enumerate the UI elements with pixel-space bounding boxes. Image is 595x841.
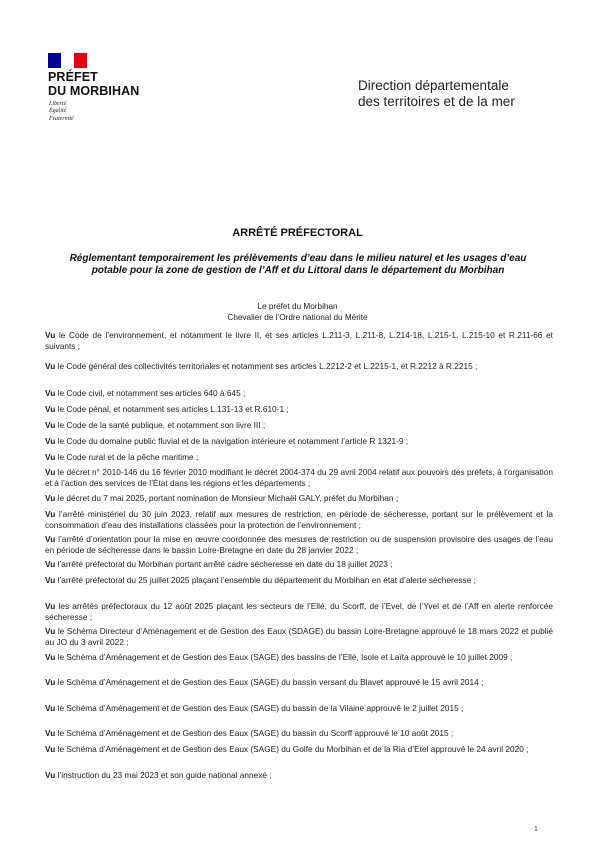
prefet-line-1: Le préfet du Morbihan (257, 302, 338, 311)
prefet-line-2: Chevalier de l’Ordre national du Mérite (227, 312, 368, 322)
visa-item: Vu le Schéma d’Aménagement et de Gestion des Eaux (SAGE) du bassin du Scorff approuvé le 10 août 2015 ; (45, 728, 454, 738)
brand-line-2: DU MORBIHAN (48, 84, 140, 98)
marianne-flag-logo (48, 53, 87, 68)
visa-item: Vu le Code de l’environnement, et notamment le livre II, et ses articles L.211-3, L.211-8, L.214-18, L.215-1, L.215-10 et R.211-66 et suivants ; (45, 330, 553, 351)
visa-item: Vu l’arrêté d’orientation pour la mise en œuvre coordonnée des mesures de restriction ou de suspension provisoire des usages de l’eau en période de sécheresse dans le bassin Loire-Bretagne en date du 28 janvier 2022 ; (45, 534, 553, 555)
issuing-direction (358, 78, 515, 110)
prefecture-brand (48, 70, 139, 98)
visa-item: Vu le Schéma d’Aménagement et de Gestion des Eaux (SAGE) du Golfe du Morbihan et de la Ria d’Etel approuvé le 24 avril 2020 ; (45, 744, 529, 754)
visa-item: Vu le décret n° 2010-146 du 16 février 2010 modifiant le décret 2004-374 du 29 avril 2004 relatif aux pouvoirs des préfets, à l’organisation et à l’action des services de l’État dans les régions et les départements ; (45, 467, 553, 488)
visa-item: Vu le Schéma d’Aménagement et de Gestion des Eaux (SAGE) du bassin de la Vilaine approuvé le 2 juillet 2015 ; (45, 703, 464, 713)
visa-item: Vu le Code du domaine public fluvial et de la navigation intérieure et notamment l’article R 1321-9 ; (45, 436, 409, 446)
visa-item: Vu le décret du 7 mai 2025, portant nomination de Monsieur Michaël GALY, préfet du Morbihan ; (45, 493, 399, 503)
visa-item: Vu le Code pénal, et notamment ses articles L.131-13 et R.610-1 ; (45, 404, 289, 414)
visa-item: Vu le Code rural et de la pêche maritime ; (45, 452, 199, 462)
page-number: 1 (534, 826, 538, 833)
direction-line-1: Direction départementale (358, 78, 509, 93)
document-subtitle: Réglementant temporairement les prélèvements d’eau dans le milieu naturel et les usages d’eau potable pour la zone de gestion de l’Aff et du Littoral dans le département du Morbihan (69, 253, 527, 277)
visa-item: Vu l’arrêté préfectoral du Morbihan portant arrêté cadre sécheresse en date du 18 juillet 2023 ; (45, 559, 393, 569)
motto-liberte: Liberté (49, 101, 67, 107)
visa-item: Vu le Code civil, et notamment ses articles 640 à 645 ; (45, 388, 246, 398)
visa-item: Vu l’instruction du 23 mai 2023 et son guide national annexé ; (45, 770, 272, 780)
visa-item: Vu le Code de la santé publique, et notamment son livre III ; (45, 420, 266, 430)
flag-blue-band (48, 53, 61, 68)
republic-motto (49, 101, 74, 123)
brand-line-1: PRÉFET (48, 70, 98, 84)
visa-item: Vu le Code général des collectivités territoriales et notamment ses articles L.2212-2 et L.2215-1, et R.2212 à R.2215 ; (45, 361, 478, 371)
prefet-signatory (0, 302, 595, 323)
visa-item: Vu le Schéma d’Aménagement et de Gestion des Eaux (SAGE) du bassin versant du Blavet approuvé le 15 avril 2014 ; (45, 677, 484, 687)
document-title: ARRÊTÉ PRÉFECTORAL (232, 227, 363, 239)
flag-red-band (74, 53, 87, 68)
motto-fraternite: Fraternité (49, 115, 74, 122)
motto-egalite: Égalité (49, 108, 67, 115)
visa-item: Vu les arrêtés préfectoraux du 12 août 2025 plaçant les secteurs de l’Ellé, du Scorff, de l’Evel, de l’Yvel et de l’Aff en alerte renforcée sécheresse ; (45, 601, 553, 622)
visa-item: Vu le Schéma Directeur d’Aménagement et de Gestion des Eaux (SDAGE) du bassin Loire-Bretagne approuvé le 18 mars 2022 et publié au JO du 3 avril 2022 ; (45, 626, 553, 647)
visa-item: Vu l’arrêté ministériel du 30 juin 2023, relatif aux mesures de restriction, en période de sécheresse, portant sur le prélèvement et la consommation d’eau des installations classées pour la protection de l’environnement ; (45, 509, 553, 530)
flag-white-band (61, 53, 74, 68)
direction-line-2: des territoires et de la mer (358, 94, 515, 109)
visa-item: Vu le Schéma d’Aménagement et de Gestion des Eaux (SAGE) des bassins de l’Ellé, Isole et Laïta approuvé le 10 juillet 2009 ; (45, 652, 513, 662)
visa-item: Vu l’arrêté préfectoral du 25 juillet 2025 plaçant l’ensemble du département du Morbihan en état d’alerte sécheresse ; (45, 575, 476, 585)
